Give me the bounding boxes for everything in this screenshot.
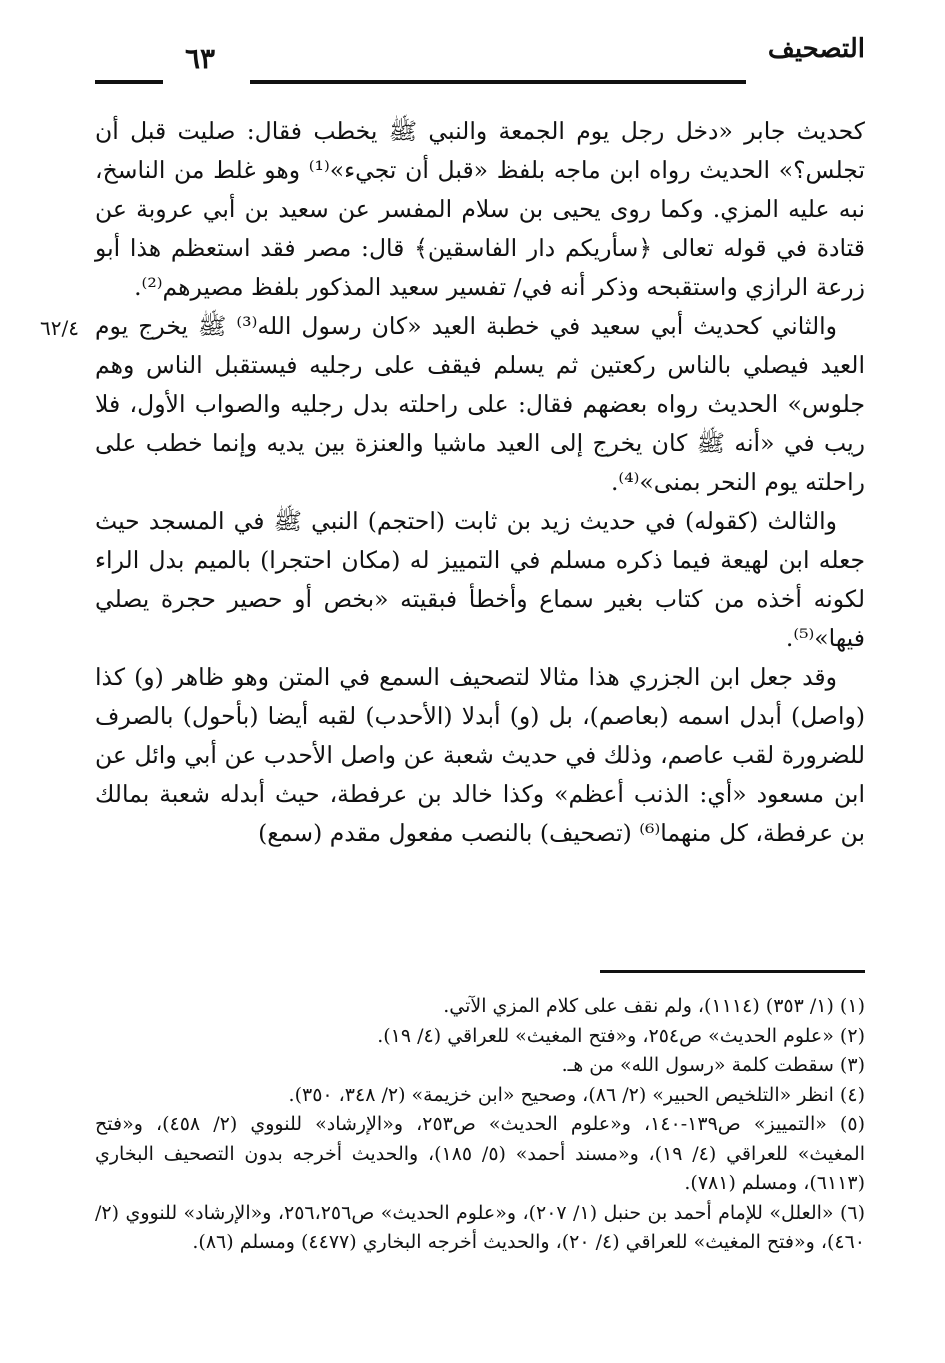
header-rule-left	[95, 80, 163, 84]
footnote: (٣) سقطت كلمة «رسول الله» من هـ.	[561, 1054, 865, 1076]
running-title: التصحيف	[767, 34, 865, 64]
header-rule-right	[250, 80, 746, 84]
footnote: (٥) «التمييز» ص١٣٩-١٤٠، و«علوم الحديث» ص٢٥٣، و«الإرشاد» للنووي (٢/ ٤٥٨)، و«فتح المغيث» للعراقي (٤/ ١٩)، و«مسند أحمد» (٥/ ١٨٥)، والحديث أخرجه بدون التصحيف البخاري (٦١١٣)، ومسلم (٧٨١).	[95, 1113, 866, 1194]
margin-page-reference: ٦٢/٤	[40, 316, 79, 340]
paragraph: وقد جعل ابن الجزري هذا مثالا لتصحيف السمع في المتن وهو ظاهر (و) كذا (واصل) أبدل اسمه (بعاصم)، بل (و) أبدلا (الأحدب) لقبه أيضا (بأحول) بالصرف للضرورة لقب عاصم، وذلك في حديث شعبة عن واصل الأحدب عن أبي وائل عن ابن مسعود «أي: الذنب أعظم» وكذا خالد بن عرفطة، حيث أبدله شعبة بمالك بن عرفطة، كل منهما⁽⁶⁾ (تصحيف) بالنصب مفعول مقدم (سمع)	[95, 663, 865, 847]
page-number: ٦٣	[185, 42, 216, 75]
footnote-separator	[600, 970, 865, 973]
footnote: (١) (١/ ٣٥٣) (١١١٤)، ولم نقف على كلام المزي الآتي.	[443, 995, 865, 1017]
paragraph: والثاني كحديث أبي سعيد في خطبة العيد «كان رسول الله⁽³⁾ ﷺ يخرج يوم العيد فيصلي بالناس ركعتين ثم يسلم فيقف على رجليه فيستقبل الناس وهم جلوس» الحديث رواه بعضهم فقال: على راحلته بدل رجليه والصواب الأول، فلا ريب في «أنه ﷺ كان يخرج إلى العيد ماشيا والعنزة بين يديه وإنما خطب على راحلته يوم النحر بمنى»⁽⁴⁾.	[95, 312, 865, 496]
footnotes	[95, 992, 865, 1258]
page-header	[95, 28, 865, 88]
footnote: (٤) انظر «التلخيص الحبير» (٢/ ٨٦)، وصحيح «ابن خزيمة» (٢/ ٣٤٨، ٣٥٠).	[288, 1083, 865, 1106]
footnote: (٦) «العلل» للإمام أحمد بن حنبل (١/ ٢٠٧)، و«علوم الحديث» ص٢٥٦،٢٥٦، و«الإرشاد» للنووي (٢/ ٤٦٠)، و«فتح المغيث» للعراقي (٤/ ٢٠)، والحديث أخرجه البخاري (٤٤٧٧) ومسلم (٨٦).	[95, 1201, 865, 1253]
footnote: (٢) «علوم الحديث» ص٢٥٤، و«فتح المغيث» للعراقي (٤/ ١٩).	[377, 1024, 865, 1047]
paragraph: والثالث (كقوله) في حديث زيد بن ثابت (احتجم) النبي ﷺ في المسجد حيث جعله ابن لهيعة فيما ذكره مسلم في التمييز له (مكان احتجرا) بالميم بدل الراء لكونه أخذه من كتاب بغير سماع وأخطأ فبقيته «بخص أو حصير حجرة يصلي فيها»⁽⁵⁾.	[95, 507, 865, 652]
main-text	[95, 112, 865, 853]
paragraph: كحديث جابر «دخل رجل يوم الجمعة والنبي ﷺ يخطب فقال: صليت قبل أن تجلس؟» الحديث رواه ابن ماجه بلفظ «قبل أن تجيء»⁽¹⁾ وهو غلط من الناسخ، نبه عليه المزي. وكما روى يحيى بن سلام المفسر عن سعيد بن أبي عروبة عن قتادة في قوله تعالى ﴿سأريكم دار الفاسقين﴾ قال: مصر فقد استعظم هذا أبو زرعة الرازي واستقبحه وذكر أنه في/ تفسير سعيد المذكور بلفظ مصيرهم⁽²⁾.	[95, 117, 865, 301]
